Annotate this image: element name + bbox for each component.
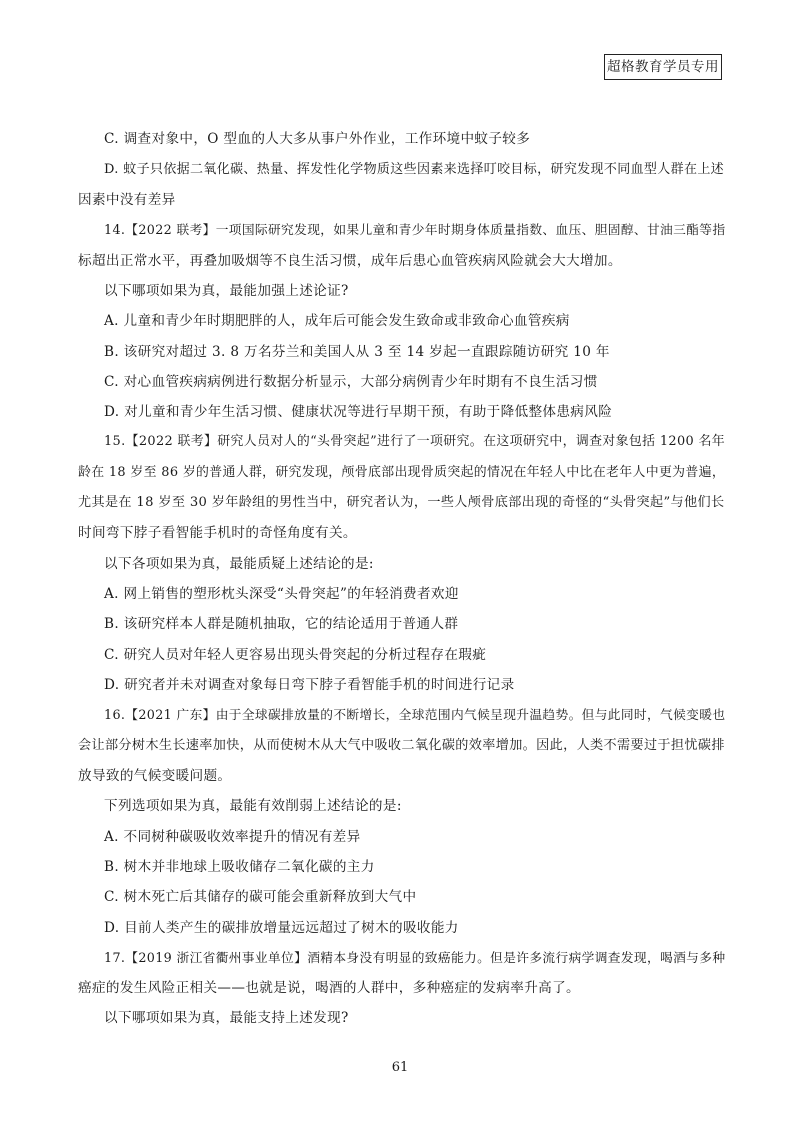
q13-option-d-line1: D. 蚊子只依据二氧化碳、热量、挥发性化学物质这些因素来选择叮咬目标，研究发现不同血型人群在上述 [104, 162, 725, 177]
q14-prompt: 以下哪项如果为真，最能加强上述论证? [104, 283, 349, 299]
q14-option-a: A. 儿童和青少年时期肥胖的人，成年后可能会发生致命或非致命心血管疾病 [104, 313, 570, 329]
q16-option-d: D. 目前人类产生的碳排放增量远远超过了树木的吸收能力 [104, 920, 459, 936]
q16-option-c: C. 树木死亡后其储存的碳可能会重新释放到大气中 [104, 889, 417, 905]
q15-stem-line1: 15.【2022 联考】研究人员对人的“头骨突起”进行了一项研究。在这项研究中，调查对象包括 1200 名年 [104, 434, 726, 449]
q17-stem-line1: 17.【2019 浙江省衢州事业单位】酒精本身没有明显的致癌能力。但是许多流行病学调查发现，喝酒与多种 [104, 950, 726, 965]
q15-option-c: C. 研究人员对年轻人更容易出现头骨突起的分析过程存在瑕疵 [104, 647, 487, 663]
q14-option-c: C. 对心血管疾病病例进行数据分析显示，大部分病例青少年时期有不良生活习惯 [104, 374, 598, 390]
q16-stem-line1: 16.【2021 广东】由于全球碳排放量的不断增长，全球范围内气候呈现升温趋势。但与此同时，气候变暖也 [104, 707, 726, 722]
q17-prompt: 以下哪项如果为真，最能支持上述发现? [104, 1010, 349, 1026]
q15-stem-line3: 尤其是在 18 岁至 30 岁年龄组的男性当中，研究者认为，一些人颅骨底部出现的奇怪的“头骨突起”与他们长 [78, 495, 725, 510]
q13-option-d-line2: 因素中没有差异 [78, 192, 176, 208]
q15-option-b: B. 该研究样本人群是随机抽取，它的结论适用于普通人群 [104, 616, 459, 632]
q15-stem-line4: 时间弯下脖子看智能手机时的奇怪角度有关。 [78, 525, 357, 541]
q16-stem-line2: 会让部分树木生长速率加快，从而使树木从大气中吸收二氧化碳的效率增加。因此，人类不需要过于担忧碳排 [78, 738, 725, 753]
q15-prompt: 以下各项如果为真，最能质疑上述结论的是: [104, 556, 374, 572]
page-number: 61 [391, 1060, 409, 1075]
q16-prompt: 下列选项如果为真，最能有效削弱上述结论的是: [104, 798, 402, 814]
q14-option-d: D. 对儿童和青少年生活习惯、健康状况等进行早期干预，有助于降低整体患病风险 [104, 404, 613, 420]
q16-stem-line3: 放导致的气候变暖问题。 [78, 768, 232, 784]
q14-stem-line1: 14.【2022 联考】一项国际研究发现，如果儿童和青少年时期身体质量指数、血压、胆固醇、甘油三酯等指 [104, 222, 726, 237]
q15-option-a: A. 网上销售的塑形枕头深受“头骨突起”的年轻消费者欢迎 [104, 586, 459, 602]
q16-option-b: B. 树木并非地球上吸收储存二氧化碳的主力 [104, 859, 375, 875]
q15-option-d: D. 研究者并未对调查对象每日弯下脖子看智能手机的时间进行记录 [104, 677, 515, 693]
q17-stem-line2: 癌症的发生风险正相关——也就是说，喝酒的人群中，多种癌症的发病率升高了。 [78, 980, 580, 996]
q13-option-c: C. 调查对象中，O 型血的人大多从事户外作业，工作环境中蚊子较多 [104, 131, 531, 147]
q15-stem-line2: 龄在 18 岁至 86 岁的普通人群，研究发现，颅骨底部出现骨质突起的情况在年轻人中比在老年人中更为普遍， [78, 465, 726, 480]
q14-option-b: B. 该研究对超过 3. 8 万名芬兰和美国人从 3 至 14 岁起一直跟踪随访研究 10 年 [104, 344, 610, 360]
q16-option-a: A. 不同树种碳吸收效率提升的情况有差异 [104, 829, 361, 845]
q14-stem-line2: 标超出正常水平，再叠加吸烟等不良生活习惯，成年后患心血管疾病风险就会大大增加。 [78, 253, 622, 269]
header-label: 超格教育学员专用 [604, 54, 722, 80]
